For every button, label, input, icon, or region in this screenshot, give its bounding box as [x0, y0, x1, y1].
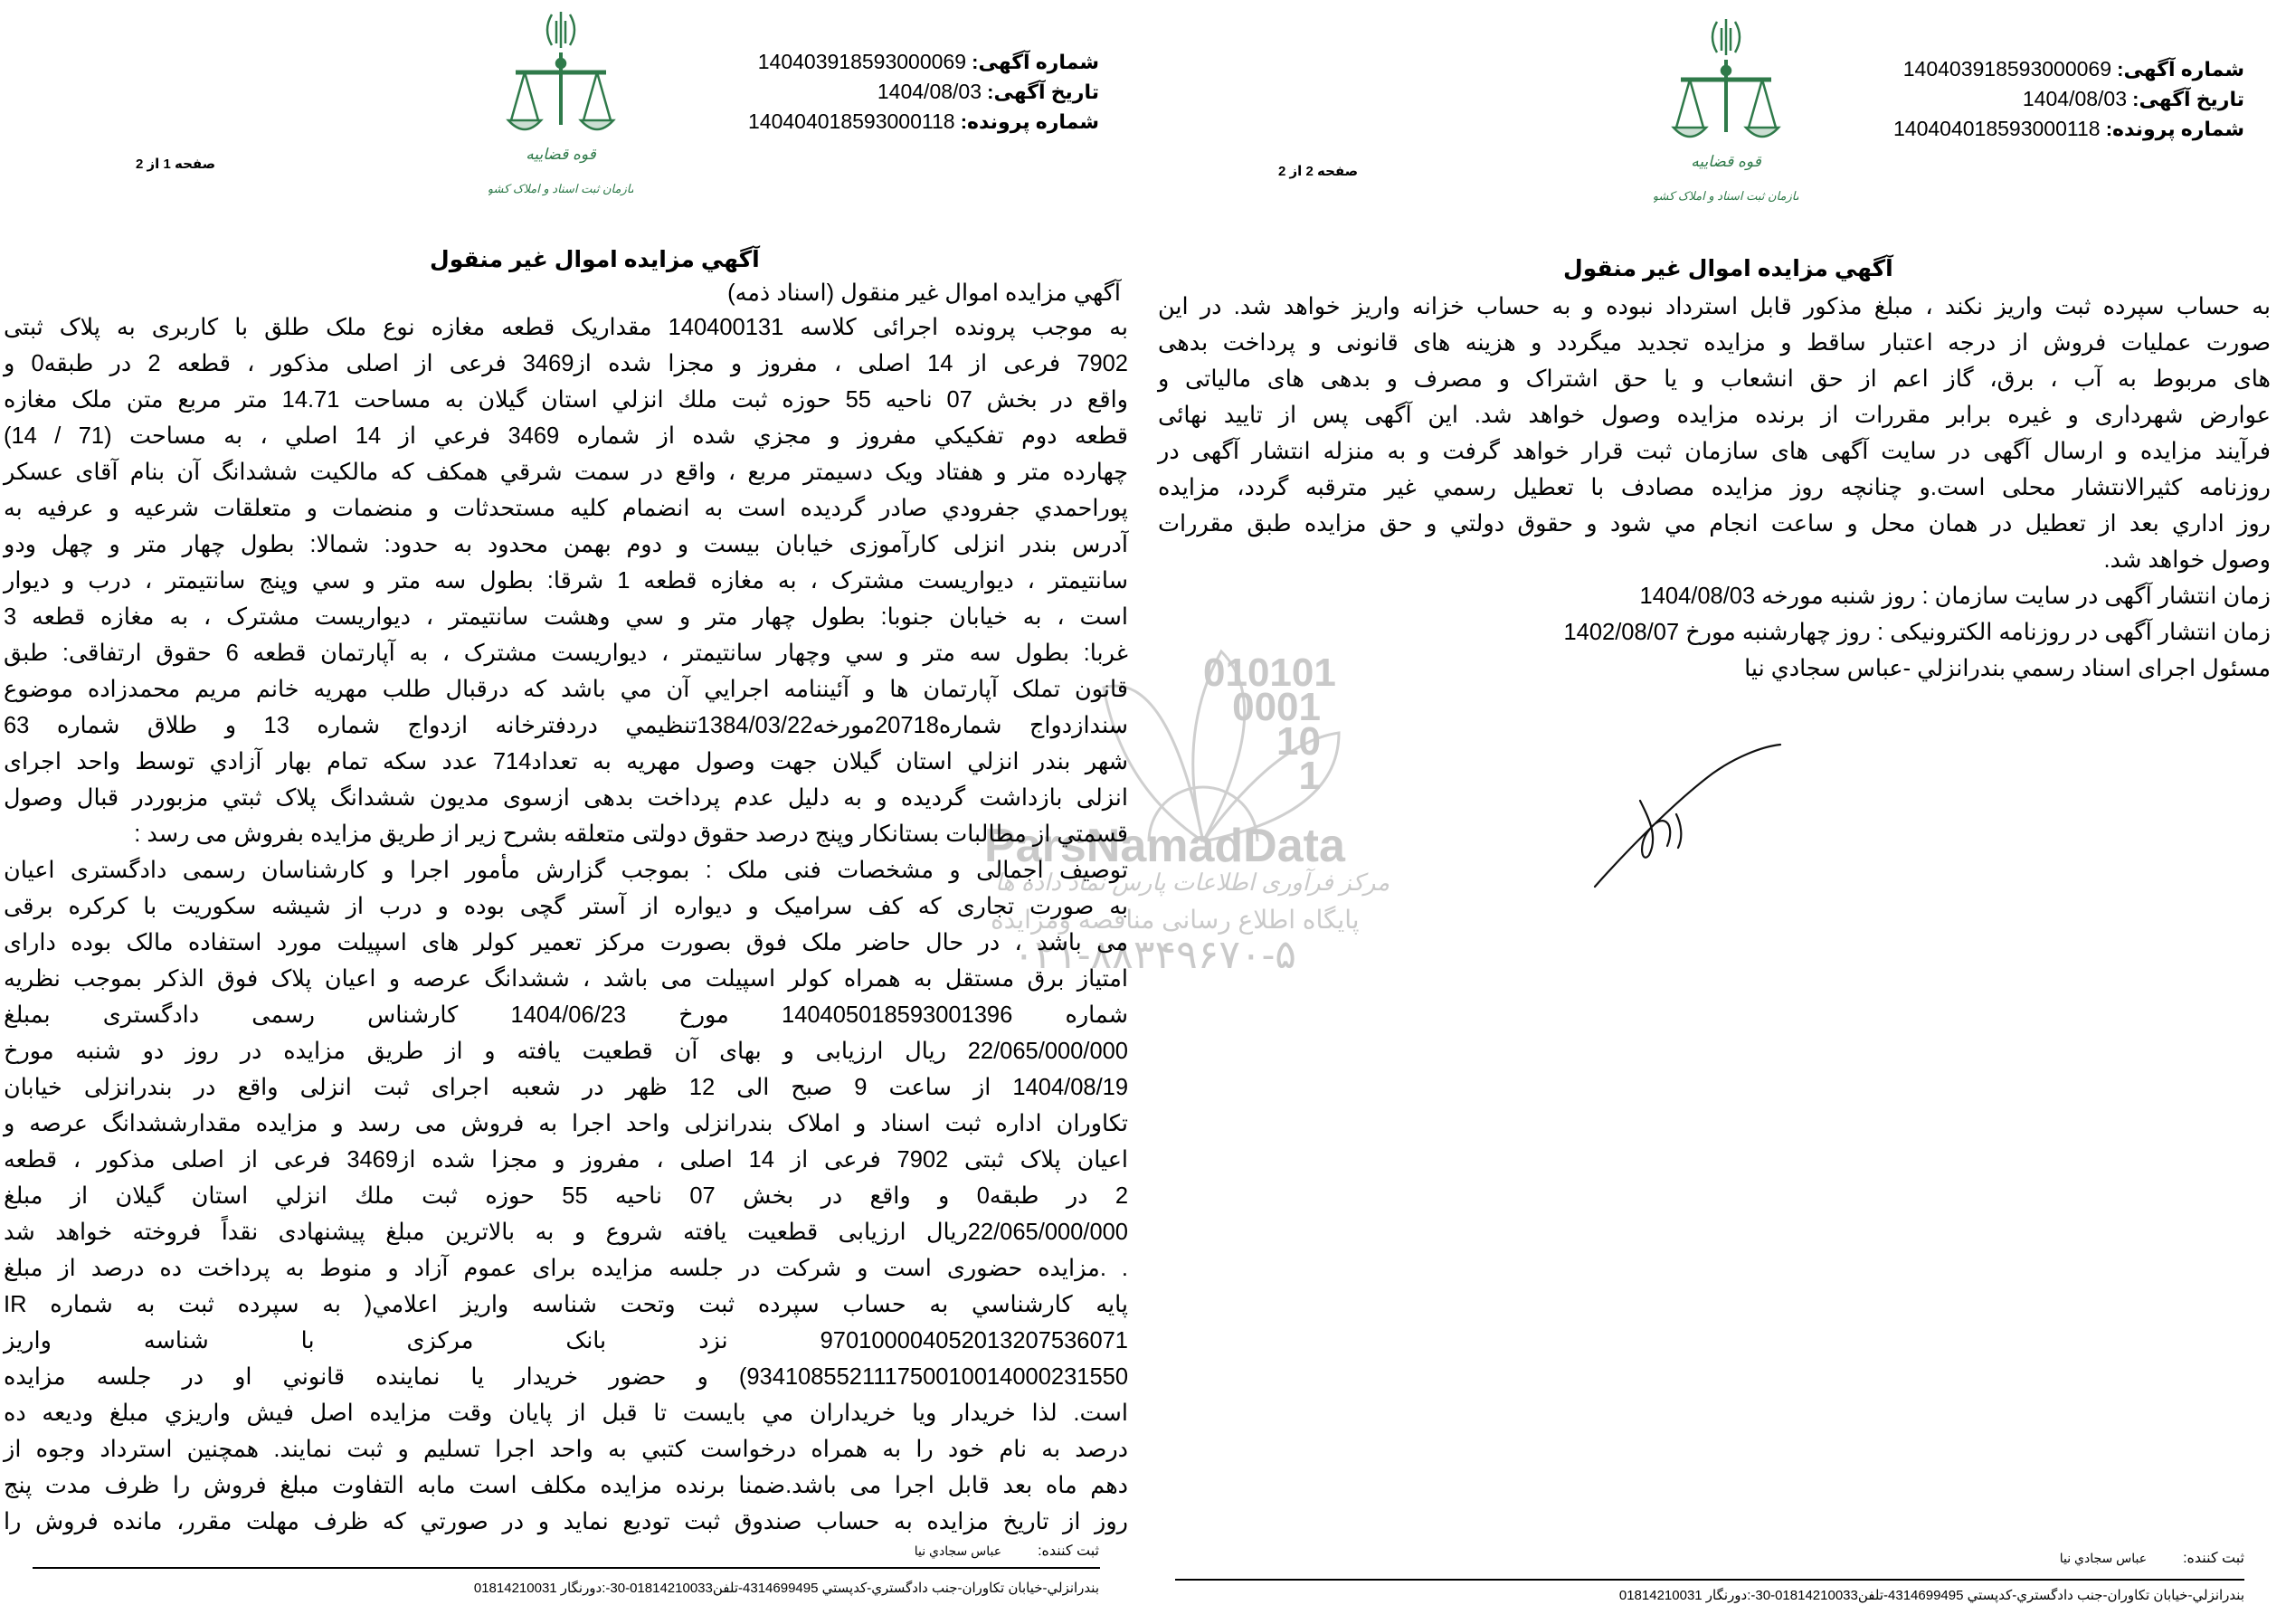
text-line: به حساب سپرده ثبت واریز نکند ، مبلغ مذکور قابل استرداد نبوده و به حساب خزانه واریز خواهد شد. در این	[1158, 294, 2271, 319]
text-line: به موجب پرونده اجرائی کلاسه 140400131 مقداریک قطعه مغازه نوع ملک طلق با کاربری به پلاک ثبتی	[4, 315, 1128, 340]
text-line: پوراحمدي جفرودي صادر گرديده است به انضمام کلیه مستحدثات و منضمات و متعلقات شرعیه و عرفیه به	[4, 496, 1128, 521]
watermark-digit-row: 10	[1276, 719, 1321, 764]
text-line: چهارده متر و هفتاد ویک دسیمتر مربع ، واقع در سمت شرقي همکف که مالکیت ششدانگ آن بنام آقای عسکر	[4, 460, 1128, 485]
ad-date-label: تاریخ آگهی:	[2132, 88, 2244, 110]
text-line: می باشد ، در حال حاضر ملک فوق بصورت مرکز تعمیر کولر های اسپیلت مورد استفاده مالک بوده دارای	[4, 930, 1128, 955]
registrar-name: عباس سجادي نيا	[914, 1543, 1002, 1558]
ad-date-row	[748, 77, 1099, 107]
text-line: توصیف اجمالی و مشخصات فنی ملک : بموجب گزارش مأمور اجرا و کارشناسان رسمی دادگستری اعیان	[4, 858, 1128, 883]
notice-body-page-2	[1158, 289, 2271, 687]
watermark-digit-row: 1	[1298, 754, 1321, 798]
paragraph	[1158, 651, 2271, 687]
text-line: اعیان پلاک ثبتی 7902 فرعی از 14 اصلی ، مفروز و مجزا شده از3469 فرعی از اصلی مذکور ، قطعه	[4, 1147, 1128, 1173]
text-line: است ، به خیابان جنوبا: بطول چهار متر و سي وهشت سانتیمتر ، دیواریست مشترک ، به مغازه قطعه 3	[4, 604, 1128, 630]
footer-address: بندرانزلي-خيابان تكاوران-جنب دادگستري-كدپستي 4314699495-تلفن01814210033-30-:دورنگار 01814210031	[1618, 1588, 2244, 1603]
text-line: زمان انتشار آگهی در سایت سازمان : روز شنبه مورخه 1404/08/03	[1639, 584, 2271, 609]
registrar-label: ثبت کننده:	[2183, 1551, 2244, 1566]
footer-address: بندرانزلي-خيابان تكاوران-جنب دادگستري-كدپستي 4314699495-تلفن01814210033-30-:دورنگار 01814210031	[473, 1581, 1099, 1596]
paragraph	[1158, 614, 2271, 651]
judiciary-emblem-icon	[1654, 14, 1798, 214]
watermark-digit-row: 010101	[1203, 651, 1336, 695]
registrar-line	[2060, 1549, 2244, 1567]
text-line: انزلی بازداشت گرديده و به دلیل عدم پرداخت بدهی ازسوی مدیون ششدانگ پلاک ثبتي مزبوردر قبال وصول	[4, 785, 1128, 811]
text-line: درصد به نام خود را به همراه درخواست کتبي به واحد اجرا تسلیم و ثبت نمایند. همچنین استرداد وجوه از	[4, 1437, 1128, 1462]
text-line: سانتیمتر ، دیواریست مشترک ، به مغازه قطعه 1 شرقا: بطول سه متر و سي وپنج سانتیمتر ، درب و دیوار	[4, 568, 1128, 594]
footer-divider	[33, 1567, 1100, 1569]
judiciary-emblem-icon	[489, 7, 633, 206]
notice-subtitle: آگهي مزايده اموال غير منقول (اسناد ذمه)	[727, 280, 1121, 306]
text-line: تکاوران اداره ثبت اسناد و املاک بندرانزلی واحد اجرا به فروش می رسد و مزایده مقدارششدانگ عرصه و	[4, 1111, 1128, 1136]
notice-header-info	[748, 47, 1099, 137]
text-line: 1404/08/19 از ساعت 9 صبح الی 12 ظهر در شعبه اجرای ثبت انزلی واقع در بندرانزلی خیابان	[4, 1075, 1129, 1100]
ad-date-row	[1893, 84, 2244, 114]
text-line: . .مزایده حضوری است و شرکت در جلسه مزایده برای عموم آزاد و منوط به پرداخت ده درصد از مبلغ	[4, 1256, 1128, 1281]
paragraph	[4, 309, 1128, 852]
text-line: واقع در بخش 07 ناحیه 55 حوزه ثبت ملك انزلي استان گيلان به مساحت 14.71 متر مربع متن ملک مغازه	[4, 387, 1128, 413]
text-line: روز از تاریخ مزایده به حساب صندوق ثبت تودیع نماید و در صورتي که ظرف مهلت مقرر، مانده فروش را	[4, 1509, 1128, 1534]
emblem-org-line2: سازمان ثبت اسناد و املاک کشور	[1654, 189, 1798, 203]
text-line: قسمتي از مطالبات بستانکار وپنج درصد حقوق دولتی متعلقه بشرح زیر از طریق مزایده بفروش می رسد :	[134, 821, 1128, 847]
text-line: وصول خواهد شد.	[2103, 547, 2271, 573]
text-line: 22/065/000/000 ریال ارزیابی و بهای آن قطعیت یافته و از طریق مزایده در روز دو شنبه مورخ	[4, 1039, 1128, 1064]
watermark-digit-row: 0001	[1232, 685, 1321, 729]
emblem-org-line1: قوه قضاییه	[526, 146, 596, 163]
text-line: 2 در طبقه0 و واقع در بخش 07 ناحیه 55 حوزه ثبت ملك انزلي استان گيلان از مبلغ	[4, 1183, 1129, 1209]
watermark-line1: مرکز فرآوری اطلاعات پارس نماد داده ها	[995, 869, 1390, 896]
text-line: 22/065/000/000ریال ارزیابی قطعیت یافته شروع و به بالاترین مبلغ پیشنهادی نقداً فروخته خواهد شد	[4, 1220, 1128, 1245]
ad-number-label: شماره آگهی:	[2117, 58, 2244, 81]
watermark-line2: پایگاه اطلاع رسانی مناقصه ومزایده	[991, 906, 1360, 934]
paragraph	[1158, 578, 2271, 614]
registrar-line	[915, 1542, 1099, 1560]
emblem-org-line2: سازمان ثبت اسناد و املاک کشور	[489, 182, 633, 195]
text-line: غربا: بطول سه متر و سي وچهار سانتیمتر ، دیواریست مشترک ، به آپارتمان قطعه 6 حقوق ارتفاقی: طبق	[4, 641, 1128, 666]
ad-number-value: 140403918593000069	[757, 50, 967, 73]
registrar-label: ثبت کننده:	[1038, 1543, 1099, 1559]
text-line: روزنامه کثیرالانتشار محلی است.و چنانچه روز مزایده مصادف با تعطیل رسمي غیر مترقبه گردد، مزایده	[1158, 475, 2271, 500]
text-line: پایه کارشناسي به حساب سپرده ثبت وتحت شناسه واریز اعلامي( به سپرده ثبت به شماره IR	[4, 1292, 1128, 1317]
ad-number-row	[748, 47, 1099, 77]
text-line: آدرس بندر انزلی کارآموزی خیابان بیست و دوم بهمن محدود به حدود: شمالا: بطول چهار متر و چهل ودو	[4, 532, 1128, 557]
page-number: صفحه 2 از 2	[1278, 164, 1359, 179]
text-line: فرآیند مزایده و ارسال آگهی در سایت آگهی های سازمان ثبت قرار خواهد گرفت و به منزله انتشار آگهی در	[1158, 439, 2271, 464]
text-line: امتیاز برق مستقل به همراه کولر اسپیلت می باشد ، ششدانگ عرصه و اعیان پلاک فوق الذکر بموجب نظریه	[4, 966, 1128, 992]
file-number-label: شماره پرونده:	[960, 110, 1099, 133]
text-line: صورت عملیات فروش از درجه اعتبار ساقط و مزایده تجدید میگردد و هزینه های قانونی و پرداخت بدهی	[1158, 330, 2271, 356]
text-line: شماره 140405018593001396 مورخ 1404/06/23 کارشناس رسمی دادگستری بمبلغ	[4, 1002, 1129, 1028]
file-number-label: شماره پرونده:	[2105, 118, 2244, 140]
text-line: 934108552111750010014000231550) و حضور خریدار یا نماینده قانوني او در جلسه مزایده	[4, 1364, 1128, 1390]
text-line: قطعه دوم تفکیکي مفروز و مجزي شده از شماره 3469 فرعي از 14 اصلي ، به مساحت (71 / 14)	[4, 423, 1128, 449]
page-number: صفحه 1 از 2	[136, 157, 216, 172]
emblem-org-line1: قوه قضاییه	[1691, 153, 1761, 170]
ad-date-value: 1404/08/03	[877, 80, 982, 103]
text-line: سندازدواج شماره20718مورخه1384/03/22تنظیمي دردفترخانه ازدواج شماره 13 و طلاق شماره 63	[4, 713, 1128, 738]
text-line: زمان انتشار آگهی در روزنامه الکترونیکی : روز چهارشنبه مورخ 1402/08/07	[1563, 620, 2271, 645]
text-line: دهم ماه بعد قابل اجرا می باشد.ضمنا برنده مزایده مکلف است مابه التفاوت مبلغ فروش را ظرف مدت پنج	[4, 1473, 1128, 1498]
paragraph	[1158, 289, 2271, 578]
registrar-name: عباس سجادي نيا	[2059, 1551, 2148, 1565]
text-line: 7902 فرعی از 14 اصلی ، مفروز و مجزا شده از3469 فرعی از اصلی مذکور ، قطعه 2 در طبقه0 و	[4, 351, 1128, 376]
paragraph	[4, 852, 1128, 1540]
text-line: قانون تملک آپارتمان ها و آئیننامه اجرایي آن مي باشد که درقبال طلب مهریه خانم مریم محمدزاده موضوع	[4, 677, 1128, 702]
text-line: مسئول اجرای اسناد رسمي بندرانزلي -عباس سجادي نیا	[1744, 656, 2271, 681]
file-number-value: 140404018593000118	[748, 109, 955, 133]
file-number-row	[1893, 114, 2244, 144]
ad-number-value: 140403918593000069	[1902, 57, 2112, 81]
notice-header-info	[1893, 54, 2244, 144]
ad-number-row	[1893, 54, 2244, 84]
ad-date-label: تاریخ آگهی:	[987, 81, 1099, 103]
notice-page-2	[1143, 0, 2286, 1624]
notice-body-page-1	[4, 277, 1128, 1540]
text-line: به صورت تجاری که کف سرامیک و دیواره از آستر گچی بوده و درب از شیشه سکوریت با کرکره برقی	[4, 894, 1128, 919]
text-line: شهر بندر انزلي استان گیلان جهت وصول مهریه به تعداد714 عدد سکه تمام بهار آزادي توسط واحد اجرای	[4, 749, 1128, 774]
text-line: عوارض شهرداری و غیره برابر مقررات از برنده مزایده وصول خواهد شد. این آگهی پس از تایید نهائی	[1158, 403, 2271, 428]
text-line: روز اداري بعد از تعطیل در همان محل و ساعت انجام مي شود و حقوق دولتي و حق مزایده طبق مقررات	[1158, 511, 2271, 537]
text-line: است. لذا خریدار ویا خریداران مي بایست تا قبل از پایان وقت مزایده اصل فیش واریزي مبلغ ودیعه ده	[4, 1401, 1128, 1426]
watermark-brand: ParsNamadData	[984, 820, 1345, 872]
text-line: 970100004052013207536071 نزد بانک مرکزی با شناسه واریز	[4, 1328, 1128, 1353]
file-number-row	[748, 107, 1099, 137]
footer-divider	[1175, 1579, 2244, 1581]
notice-title: آگهي مزايده اموال غير منقول	[1563, 256, 1893, 281]
notice-title: آگهي مزايده اموال غير منقول	[430, 247, 760, 272]
watermark-phone: ۰۲۱-۸۸۳۴۹۶۷۰-۵	[1013, 933, 1296, 977]
signature	[1577, 737, 1794, 896]
text-line: های مربوط به آب ، برق، گاز اعم از حق انشعاب و یا حق اشتراک و مصرف و بدهی های مالیاتی و	[1158, 366, 2271, 392]
ad-number-label: شماره آگهی:	[972, 51, 1099, 73]
file-number-value: 140404018593000118	[1893, 117, 2101, 140]
ad-date-value: 1404/08/03	[2022, 87, 2128, 110]
